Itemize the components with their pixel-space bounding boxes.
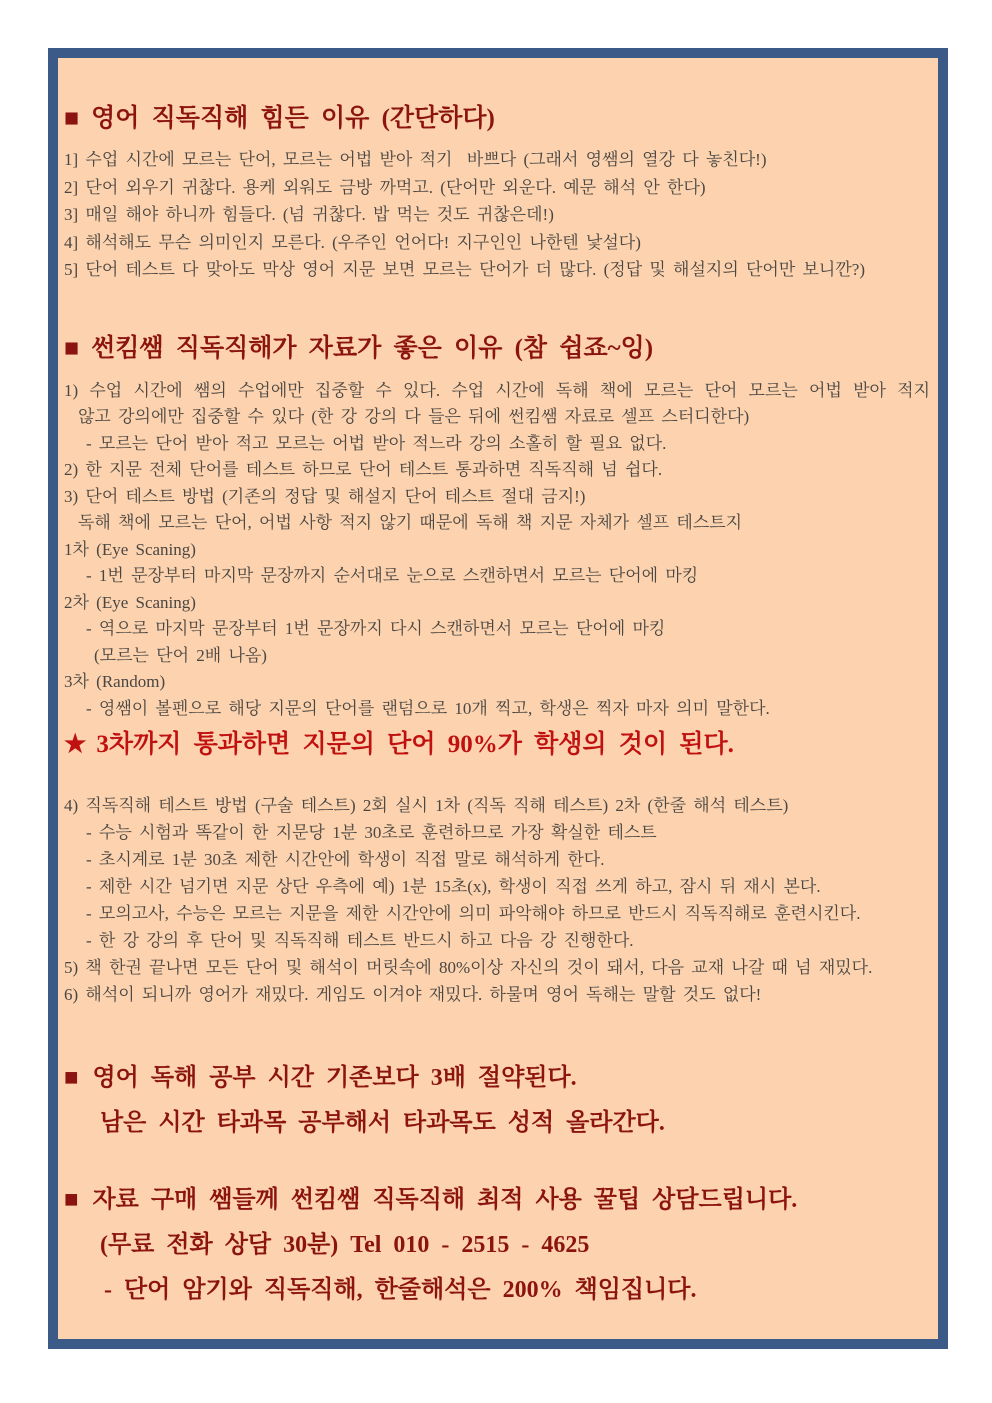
list-item: 4) 직독직해 테스트 방법 (구술 테스트) 2회 실시 1차 (직독 직해 테스트) 2차 (한줄 해석 테스트) xyxy=(64,796,789,815)
guarantee-line: - 단어 암기와 직독직해, 한줄해석은 200% 책임집니다. xyxy=(104,1277,697,1303)
section-consulting xyxy=(64,1178,930,1313)
time-saving-line xyxy=(64,1056,930,1101)
star-note xyxy=(64,726,930,764)
section-time-saving xyxy=(64,1056,930,1146)
square-bullet-icon: ■ xyxy=(64,1065,79,1091)
list-item: - 한 강 강의 후 단어 및 직독직해 테스트 반드시 하고 다음 강 진행한다. xyxy=(86,931,634,950)
section-heading-text: 영어 직독직해 힘든 이유 (간단하다) xyxy=(91,105,495,132)
list-item: - 영쌤이 볼펜으로 해당 지문의 단어를 랜덤으로 10개 찍고, 학생은 찍자 마자 의미 말한다. xyxy=(86,698,770,718)
section-heading-reasons-hard xyxy=(64,102,930,136)
list-item: 1] 수업 시간에 모르는 단어, 모르는 어법 받아 적기 바쁘다 (그래서 영쌤의 열강 다 놓친다!) xyxy=(64,150,767,169)
list-item: (모르는 단어 2배 나옴) xyxy=(94,645,267,665)
list-item: 5] 단어 테스트 다 맞아도 막상 영어 지문 보면 모르는 단어가 더 많다. (정답 및 해설지의 단어만 보니깐?) xyxy=(64,260,865,279)
square-bullet-icon: ■ xyxy=(64,1187,79,1213)
list-item: - 제한 시간 넘기면 지문 상단 우측에 예) 1분 15초(x), 학생이 직접 쓰게 하고, 잠시 뒤 재시 본다. xyxy=(86,877,821,896)
list-item: - 모의고사, 수능은 모르는 지문을 제한 시간안에 의미 파악해야 하므로 반드시 직독직해로 훈련시킨다. xyxy=(86,904,861,923)
list-item: 3) 단어 테스트 방법 (기존의 정답 및 해설지 단어 테스트 절대 금지!) xyxy=(64,486,586,506)
list-item: - 초시계로 1분 30초 제한 시간안에 학생이 직접 말로 해석하게 한다. xyxy=(86,850,605,869)
reasons-good-list xyxy=(64,378,930,723)
list-item: 6) 해석이 되니까 영어가 재밌다. 게임도 이겨야 재밌다. 하물며 영어 독해는 말할 것도 없다! xyxy=(64,985,762,1004)
list-item: 1차 (Eye Scaning) xyxy=(64,539,196,559)
list-item: 2차 (Eye Scaning) xyxy=(64,592,196,612)
reasons-hard-list xyxy=(64,146,930,284)
consulting-text: 자료 구매 쌤들께 썬킴쌤 직독직해 최적 사용 꿀팁 상담드립니다. xyxy=(92,1187,798,1213)
time-saving-text: 영어 독해 공부 시간 기존보다 3배 절약된다. xyxy=(92,1065,577,1091)
list-item: 3차 (Random) xyxy=(64,672,166,691)
list-item: - 모르는 단어 받아 적고 모르는 어법 받아 적느라 강의 소홀히 할 필요 없다. xyxy=(86,433,667,453)
section-heading-reasons-good xyxy=(64,332,930,366)
consulting-line xyxy=(64,1178,930,1223)
list-item: 2] 단어 외우기 귀찮다. 용케 외워도 금방 까먹고. (단어만 외운다. 예문 해석 안 한다) xyxy=(64,177,706,197)
list-item: - 역으로 마지막 문장부터 1번 문장까지 다시 스캔하면서 모르는 단어에 마킹 xyxy=(86,619,666,638)
list-item: 독해 책에 모르는 단어, 어법 사항 적지 않기 때문에 독해 책 지문 자체가 셀프 테스트지 xyxy=(78,513,743,532)
flyer-page xyxy=(48,48,948,1349)
section-heading-text: 썬킴쌤 직독직해가 자료가 좋은 이유 (참 쉽죠~잉) xyxy=(91,334,654,362)
star-icon: ★ xyxy=(64,731,87,758)
list-item: - 1번 문장부터 마지막 문장까지 순서대로 눈으로 스캔하면서 모르는 단어에 마킹 xyxy=(86,566,699,585)
list-item: 1) 수업 시간에 쌤의 수업에만 집중할 수 있다. 수업 시간에 독해 책에 모르는 단어 모르는 어법 받아 적지 xyxy=(64,380,930,400)
phone-line: (무료 전화 상담 30분) Tel 010 - 2515 - 4625 xyxy=(100,1232,590,1258)
time-saving-line: 남은 시간 타과목 공부해서 타과목도 성적 올라간다. xyxy=(100,1110,665,1136)
list-item: 5) 책 한권 끝나면 모든 단어 및 해석이 머릿속에 80%이상 자신의 것이 돼서, 다음 교재 나갈 때 넘 재밌다. xyxy=(64,958,873,977)
test-method-list xyxy=(64,792,930,1008)
list-item: 2) 한 지문 전체 단어를 테스트 하므로 단어 테스트 통과하면 직독직해 넘 쉽다. xyxy=(64,460,663,479)
list-item: 3] 매일 해야 하니까 힘들다. (넘 귀찮다. 밥 먹는 것도 귀찮은데!) xyxy=(64,205,554,224)
star-note-text: 3차까지 통과하면 지문의 단어 90%가 학생의 것이 된다. xyxy=(96,731,734,758)
list-item: - 수능 시험과 똑같이 한 지문당 1분 30초로 훈련하므로 가장 확실한 테스트 xyxy=(86,823,657,842)
square-bullet-icon: ■ xyxy=(64,334,80,362)
list-item: 않고 강의에만 집중할 수 있다 (한 강 강의 다 들은 뒤에 썬킴쌤 자료로 셀프 스터디한다) xyxy=(78,407,750,426)
list-item: 4] 해석해도 무슨 의미인지 모른다. (우주인 언어다! 지구인인 나한텐 낯설다) xyxy=(64,232,641,252)
square-bullet-icon: ■ xyxy=(64,105,80,132)
